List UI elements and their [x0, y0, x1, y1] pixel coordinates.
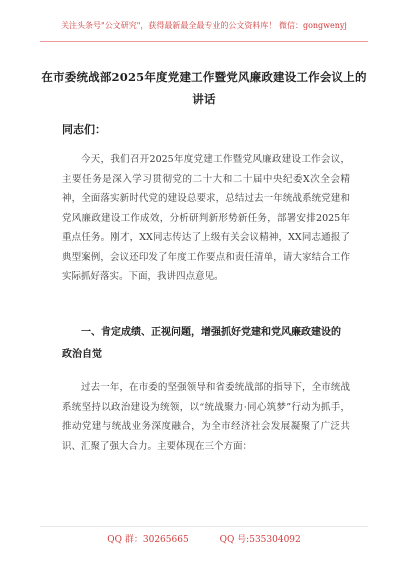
salutation: 同志们： [62, 123, 106, 136]
document-title: 在市委统战部2025年度党建工作暨党风廉政建设工作会议上的讲话 [41, 70, 367, 106]
intro-paragraph: 今天，我们召开2025年度党建工作暨党风廉政建设工作会议，主要任务是深入学习贯彻党的二十大和二十届中央纪委X次全会精神，全面落实新时代党的建设总要求，总结过去一年统战系统党建和党风廉政建设工作成效，分析研判新形势新任务，部署安排2025年重点任务。刚才，XX同志传达了上级有关会议精神，XX同志通报了典型案例，会议还印发了年度工作要点和责任清单，请大家结合工作实际抓好落实。下面，我讲四点意见。 [62, 154, 350, 282]
header-divider [40, 41, 368, 42]
footer-qq-group: QQ 群：30265665 [107, 535, 189, 545]
footer-divider [40, 526, 368, 527]
footer [0, 534, 408, 547]
header-banner: 关注头条号"公文研究"，获得最新最全最专业的公文资料库！ 微信：gongwenyj [61, 21, 347, 30]
section-1-heading: 一、肯定成绩、正视问题，增强抓好党建和党风廉政建设的政治自觉 [62, 327, 341, 360]
section-1-paragraph: 过去一年，在市委的坚强领导和省委统战部的指导下，全市统战系统坚持以政治建设为统领，以“统战聚力·同心筑梦”行动为抓手，推动党建与统战业务深度融合，为全市经济社会发展凝聚了广泛共识、汇聚了强大合力。主要体现在三个方面： [62, 382, 350, 452]
footer-qq-number: QQ 号:535304092 [219, 535, 301, 545]
